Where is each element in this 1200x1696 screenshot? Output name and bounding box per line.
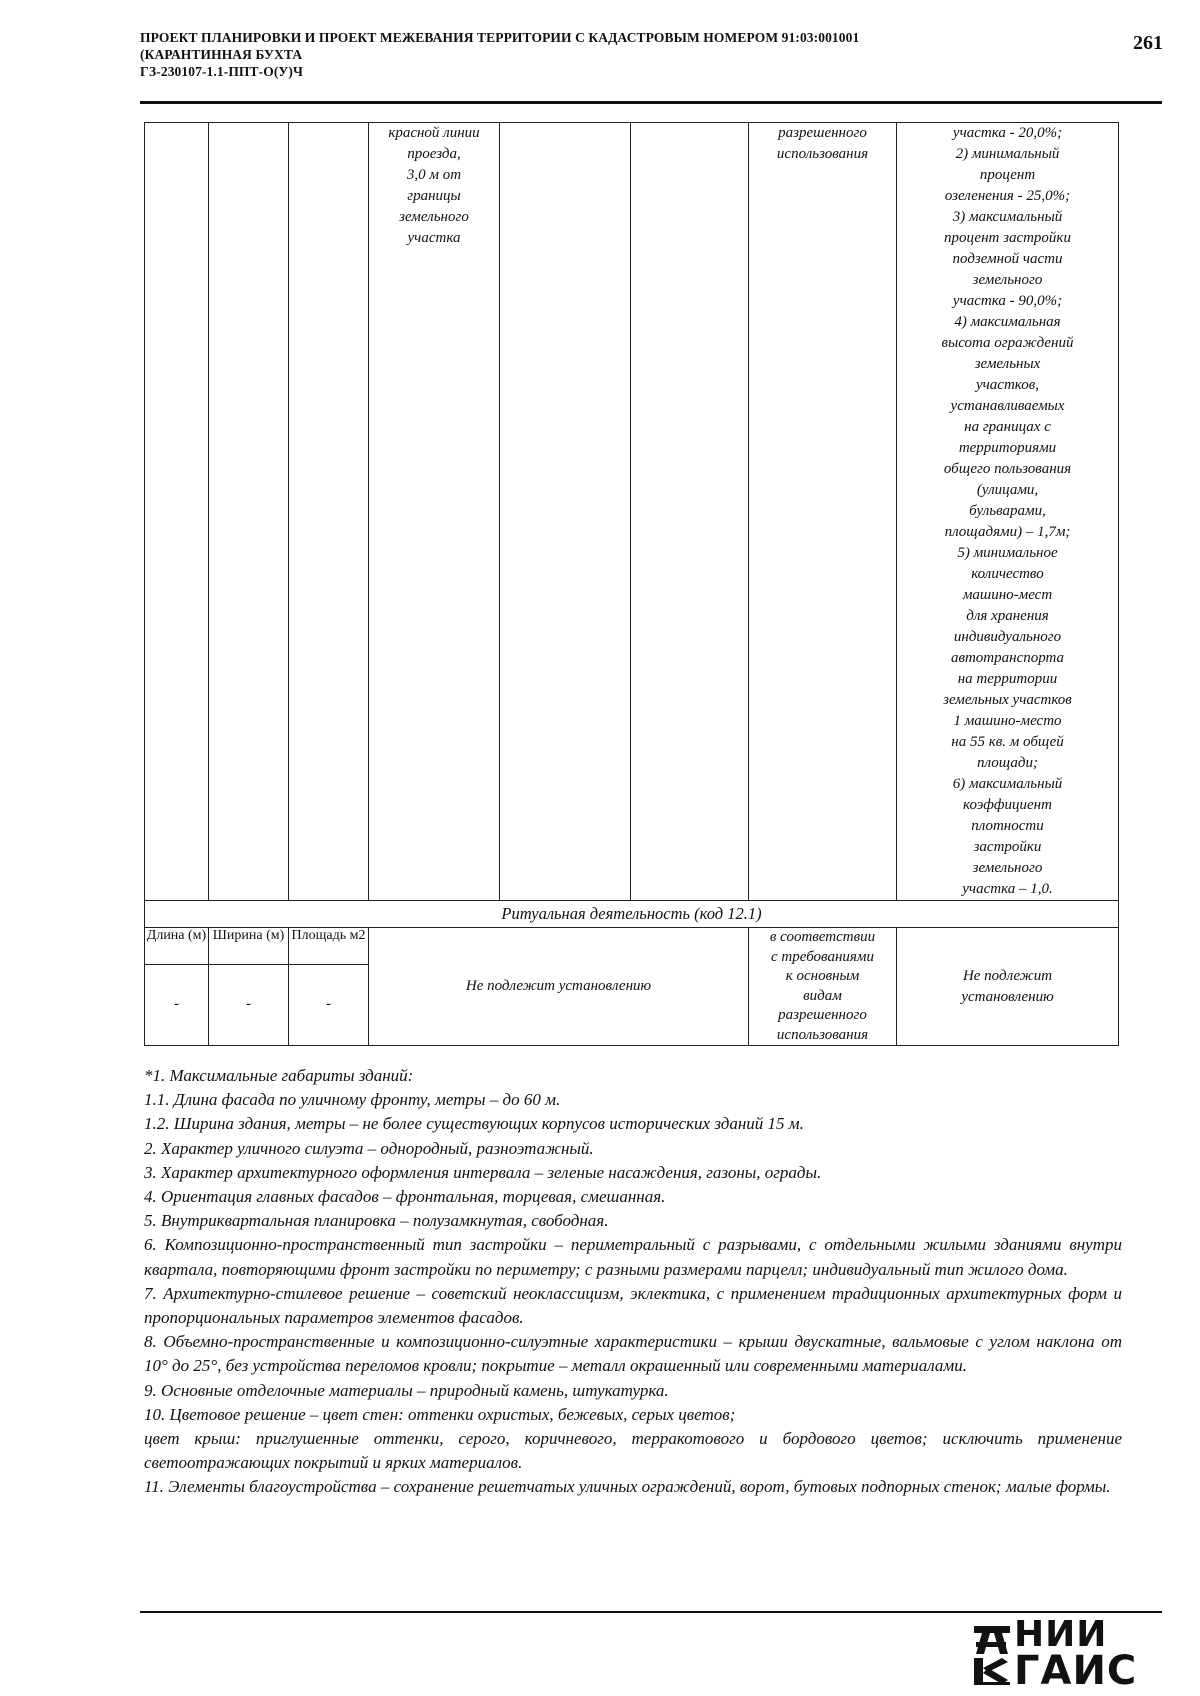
note-item: 1.1. Длина фасада по уличному фронту, метры – до 60 м.: [144, 1090, 561, 1110]
regulations-table: [144, 122, 1119, 1046]
cell-empty: [500, 123, 631, 901]
table-row-continuation: [145, 123, 1119, 901]
header-area: Площадь м2: [289, 928, 369, 965]
use-type-cell: разрешенного использования: [749, 123, 897, 901]
cell-empty: [631, 123, 749, 901]
header-line-2: (КАРАНТИННАЯ БУХТА: [140, 47, 303, 62]
value-length: -: [145, 964, 209, 1045]
note-item: 6. Композиционно-пространственный тип застройки – периметральный с разрывами, с отдельными жилыми зданиями внутри квартала, повторяющими фронт застройки по периметру; с разными размерами парцелл; индивидуальный тип жилого дома.: [144, 1235, 1122, 1279]
header-length: Длина (м): [145, 928, 209, 965]
note-item: 1.2. Ширина здания, метры – не более существующих корпусов исторических зданий 15 м.: [144, 1114, 804, 1134]
header-divider: [140, 101, 1162, 104]
per-main-use-cell: в соответствии с требованиями к основным видам разрешенного использования: [749, 928, 897, 1046]
note-item: 2. Характер уличного силуэта – однородный, разноэтажный.: [144, 1138, 594, 1158]
note-item: 5. Внутриквартальная планировка – полузамкнутая, свободная.: [144, 1211, 609, 1231]
header-line-3: ГЗ-230107-1.1-ППТ-О(У)Ч: [140, 64, 304, 79]
note-item: 4. Ориентация главных фасадов – фронтальная, торцевая, смешанная.: [144, 1187, 666, 1207]
notes-block: [144, 1064, 1122, 1500]
not-set-last-cell: Не подлежит установлению: [897, 928, 1119, 1046]
note-item: цвет крыш: приглушенные оттенки, серого, коричневого, терракотового и бордового цветов; исключить применение светоотражающих покрытий и ярких материалов.: [144, 1429, 1122, 1473]
note-item: 8. Объемно-пространственные и композиционно-силуэтные характеристики – крыши двускатные, вальмовые с углом наклона от 10° до 25°, без устройства переломов кровли; покрытие – металл окрашенный или современными материалами.: [144, 1332, 1122, 1376]
document-header: [140, 29, 1060, 80]
logo-line-1: НИИ: [1014, 1614, 1108, 1655]
parameters-cell: участка - 20,0%; 2) минимальный процент озеленения - 25,0%; 3) максимальный процент застройки подземной части земельного участка - 90,0%; 4) максимальная высота ограждений земельных участков, устанавливаемых на границах с территориями общего пользования (улицами, бульварами, площадями) – 1,7м; 5) минимальное количество машино-мест для хранения индивидуального автотранспорта на территории земельных участков 1 машино-место на 55 кв. м общей площади; 6) максимальный коэффициент плотности застройки земельного участка – 1,0.: [897, 123, 1119, 901]
setback-cell: красной линии проезда, 3,0 м от границы земельного участка: [369, 123, 500, 901]
header-line-1: ПРОЕКТ ПЛАНИРОВКИ И ПРОЕКТ МЕЖЕВАНИЯ ТЕРРИТОРИИ С КАДАСТРОВЫМ НОМЕРОМ 91:03:001001: [140, 30, 860, 45]
section-title: Ритуальная деятельность (код 12.1): [145, 901, 1119, 928]
note-item: 9. Основные отделочные материалы – природный камень, штукатурка.: [144, 1380, 669, 1400]
value-width: -: [209, 964, 289, 1045]
note-item: 10. Цветовое решение – цвет стен: оттенки охристых, бежевых, серых цветов;: [144, 1404, 736, 1424]
table-header-row: [145, 928, 1119, 965]
not-set-cell: Не подлежит установлению: [369, 928, 749, 1046]
gais-logo-mark-icon: [972, 1622, 1012, 1688]
cell-empty: [289, 123, 369, 901]
note-item: 3. Характер архитектурного оформления интервала – зеленые насаждения, газоны, ограды.: [144, 1162, 822, 1182]
note-item: *1. Максимальные габариты зданий:: [144, 1066, 414, 1085]
logo-line-2: ГАИС: [1014, 1648, 1138, 1694]
cell-empty: [145, 123, 209, 901]
page-number: 261: [1133, 32, 1163, 54]
footer-divider: [140, 1611, 1162, 1613]
note-item: 7. Архитектурно-стилевое решение – советский неоклассицизм, эклектика, с применением традиционных архитектурных форм и пропорциональных параметров элементов фасадов.: [144, 1283, 1122, 1328]
cell-empty: [209, 123, 289, 901]
table-section-row: [145, 901, 1119, 928]
gais-logo: [972, 1614, 1152, 1694]
value-area: -: [289, 964, 369, 1045]
note-item: 11. Элементы благоустройства – сохранение решетчатых уличных ограждений, ворот, бутовых подпорных стенок; малые формы.: [144, 1477, 1111, 1497]
header-width: Ширина (м): [209, 928, 289, 965]
